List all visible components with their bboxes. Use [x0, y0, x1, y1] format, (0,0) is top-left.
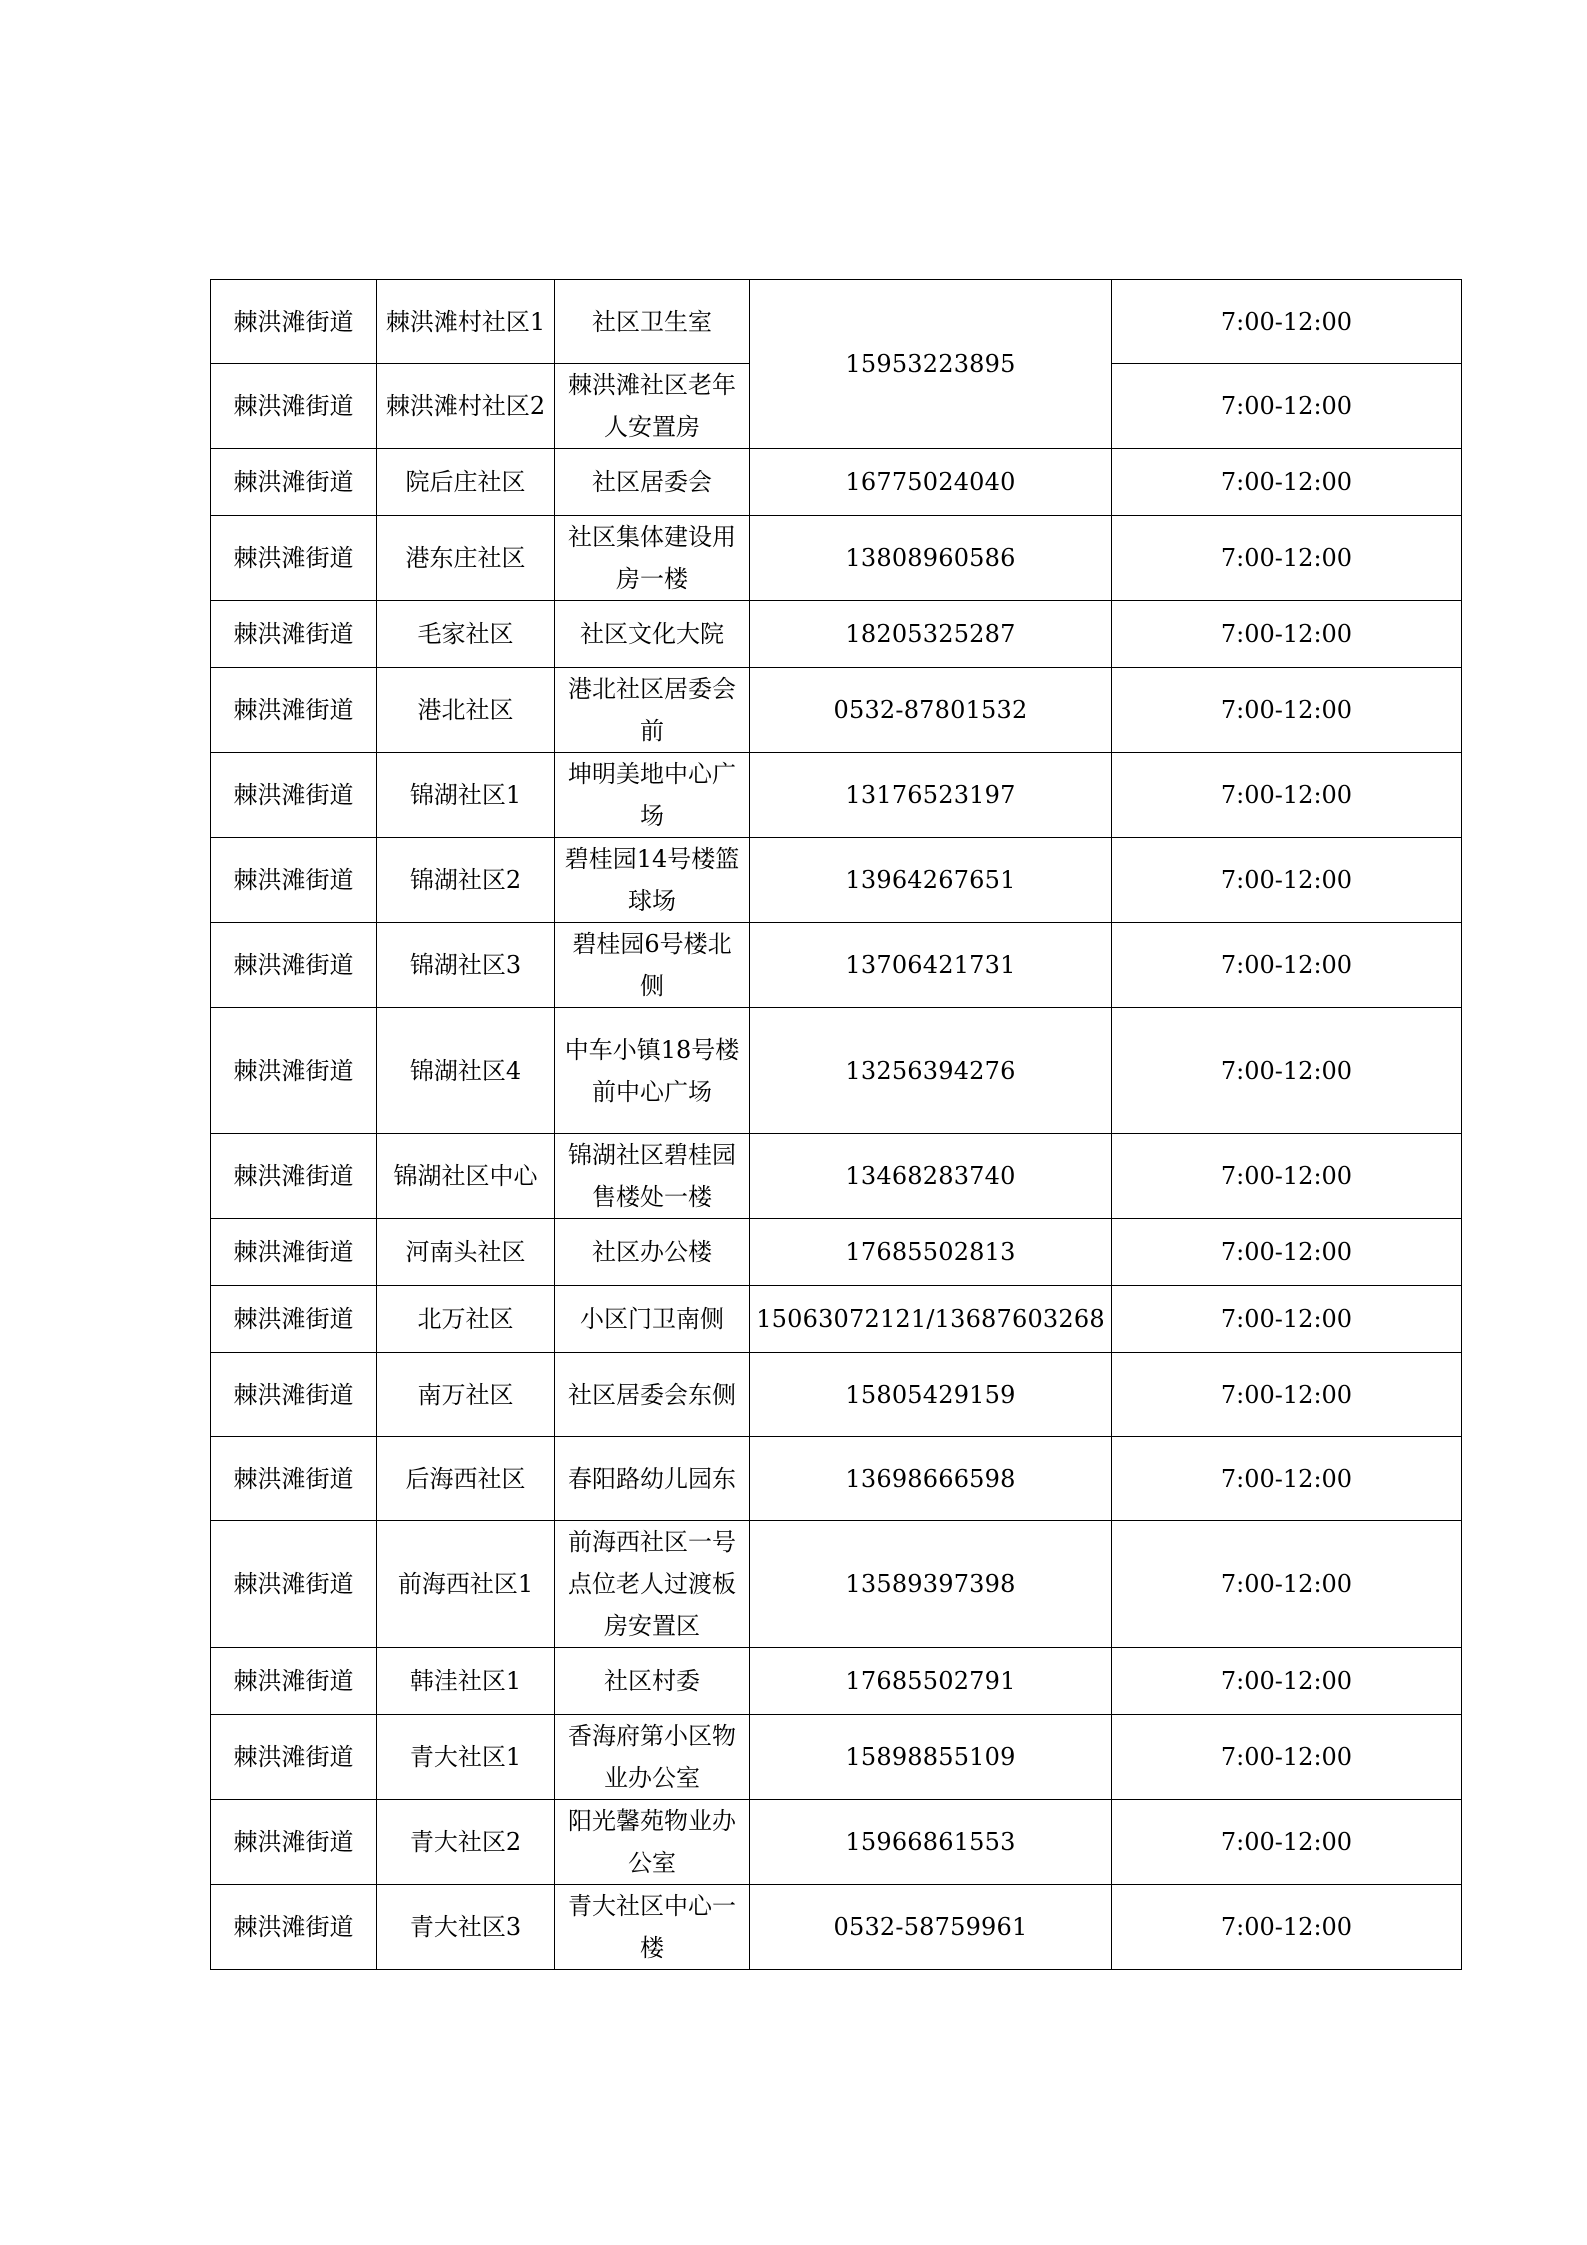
phone-cell: 13808960586	[750, 516, 1112, 601]
time-cell: 7:00-12:00	[1112, 364, 1462, 449]
street-cell: 棘洪滩街道	[211, 1885, 377, 1970]
time-cell: 7:00-12:00	[1112, 280, 1462, 364]
table-row	[211, 449, 1462, 516]
community-cell: 锦湖社区1	[377, 753, 555, 838]
street-cell: 棘洪滩街道	[211, 364, 377, 449]
location-cell: 青大社区中心一楼	[555, 1885, 750, 1970]
table-row	[211, 516, 1462, 601]
location-cell: 春阳路幼儿园东	[555, 1437, 750, 1521]
phone-cell: 13468283740	[750, 1134, 1112, 1219]
table-row	[211, 1648, 1462, 1715]
location-cell: 社区卫生室	[555, 280, 750, 364]
location-cell: 社区居委会	[555, 449, 750, 516]
community-cell: 锦湖社区2	[377, 838, 555, 923]
street-cell: 棘洪滩街道	[211, 838, 377, 923]
time-cell: 7:00-12:00	[1112, 449, 1462, 516]
street-cell: 棘洪滩街道	[211, 1800, 377, 1885]
table-row	[211, 1715, 1462, 1800]
table-row	[211, 1134, 1462, 1219]
time-cell: 7:00-12:00	[1112, 753, 1462, 838]
community-cell: 港北社区	[377, 668, 555, 753]
location-cell: 社区村委	[555, 1648, 750, 1715]
table-row	[211, 923, 1462, 1008]
sampling-site-table	[210, 279, 1462, 1970]
time-cell: 7:00-12:00	[1112, 1353, 1462, 1437]
location-cell: 锦湖社区碧桂园售楼处一楼	[555, 1134, 750, 1219]
table-row	[211, 1008, 1462, 1134]
time-cell: 7:00-12:00	[1112, 1219, 1462, 1286]
table-row	[211, 668, 1462, 753]
phone-cell: 13256394276	[750, 1008, 1112, 1134]
table-row	[211, 1800, 1462, 1885]
time-cell: 7:00-12:00	[1112, 1715, 1462, 1800]
street-cell: 棘洪滩街道	[211, 449, 377, 516]
community-cell: 后海西社区	[377, 1437, 555, 1521]
community-cell: 锦湖社区3	[377, 923, 555, 1008]
street-cell: 棘洪滩街道	[211, 1521, 377, 1648]
location-cell: 小区门卫南侧	[555, 1286, 750, 1353]
location-cell: 社区集体建设用房一楼	[555, 516, 750, 601]
community-cell: 院后庄社区	[377, 449, 555, 516]
time-cell: 7:00-12:00	[1112, 923, 1462, 1008]
community-cell: 南万社区	[377, 1353, 555, 1437]
community-cell: 港东庄社区	[377, 516, 555, 601]
location-cell: 中车小镇18号楼前中心广场	[555, 1008, 750, 1134]
community-cell: 青大社区1	[377, 1715, 555, 1800]
time-cell: 7:00-12:00	[1112, 601, 1462, 668]
phone-cell: 17685502813	[750, 1219, 1112, 1286]
community-cell: 棘洪滩村社区1	[377, 280, 555, 364]
table-row	[211, 1521, 1462, 1648]
street-cell: 棘洪滩街道	[211, 1008, 377, 1134]
phone-cell: 13698666598	[750, 1437, 1112, 1521]
street-cell: 棘洪滩街道	[211, 1219, 377, 1286]
community-cell: 青大社区2	[377, 1800, 555, 1885]
phone-cell: 13964267651	[750, 838, 1112, 923]
location-cell: 前海西社区一号点位老人过渡板房安置区	[555, 1521, 750, 1648]
phone-cell: 13706421731	[750, 923, 1112, 1008]
community-cell: 河南头社区	[377, 1219, 555, 1286]
street-cell: 棘洪滩街道	[211, 668, 377, 753]
phone-cell: 15805429159	[750, 1353, 1112, 1437]
phone-cell: 13176523197	[750, 753, 1112, 838]
time-cell: 7:00-12:00	[1112, 1134, 1462, 1219]
table-row	[211, 1286, 1462, 1353]
location-cell: 港北社区居委会前	[555, 668, 750, 753]
time-cell: 7:00-12:00	[1112, 1800, 1462, 1885]
street-cell: 棘洪滩街道	[211, 601, 377, 668]
table-row	[211, 601, 1462, 668]
time-cell: 7:00-12:00	[1112, 668, 1462, 753]
community-cell: 前海西社区1	[377, 1521, 555, 1648]
street-cell: 棘洪滩街道	[211, 1437, 377, 1521]
phone-cell: 15063072121/13687603268	[750, 1286, 1112, 1353]
time-cell: 7:00-12:00	[1112, 1521, 1462, 1648]
street-cell: 棘洪滩街道	[211, 1134, 377, 1219]
location-cell: 棘洪滩社区老年人安置房	[555, 364, 750, 449]
time-cell: 7:00-12:00	[1112, 1437, 1462, 1521]
phone-cell: 0532-58759961	[750, 1885, 1112, 1970]
location-cell: 社区办公楼	[555, 1219, 750, 1286]
time-cell: 7:00-12:00	[1112, 516, 1462, 601]
location-cell: 社区文化大院	[555, 601, 750, 668]
street-cell: 棘洪滩街道	[211, 1353, 377, 1437]
community-cell: 北万社区	[377, 1286, 555, 1353]
location-cell: 碧桂园14号楼篮球场	[555, 838, 750, 923]
phone-cell: 15966861553	[750, 1800, 1112, 1885]
street-cell: 棘洪滩街道	[211, 1648, 377, 1715]
community-cell: 锦湖社区4	[377, 1008, 555, 1134]
table-row	[211, 838, 1462, 923]
street-cell: 棘洪滩街道	[211, 923, 377, 1008]
table-row	[211, 1885, 1462, 1970]
community-cell: 棘洪滩村社区2	[377, 364, 555, 449]
location-cell: 社区居委会东侧	[555, 1353, 750, 1437]
location-cell: 碧桂园6号楼北侧	[555, 923, 750, 1008]
table-row	[211, 753, 1462, 838]
community-cell: 韩洼社区1	[377, 1648, 555, 1715]
table-row	[211, 280, 1462, 364]
phone-cell: 18205325287	[750, 601, 1112, 668]
time-cell: 7:00-12:00	[1112, 1286, 1462, 1353]
phone-cell: 16775024040	[750, 449, 1112, 516]
community-cell: 毛家社区	[377, 601, 555, 668]
table-row	[211, 1219, 1462, 1286]
table-row	[211, 1437, 1462, 1521]
location-cell: 坤明美地中心广场	[555, 753, 750, 838]
street-cell: 棘洪滩街道	[211, 280, 377, 364]
phone-cell: 15898855109	[750, 1715, 1112, 1800]
phone-cell: 15953223895	[750, 280, 1112, 449]
community-cell: 锦湖社区中心	[377, 1134, 555, 1219]
time-cell: 7:00-12:00	[1112, 1008, 1462, 1134]
phone-cell: 0532-87801532	[750, 668, 1112, 753]
street-cell: 棘洪滩街道	[211, 1286, 377, 1353]
time-cell: 7:00-12:00	[1112, 1885, 1462, 1970]
table-row	[211, 1353, 1462, 1437]
location-cell: 阳光馨苑物业办公室	[555, 1800, 750, 1885]
street-cell: 棘洪滩街道	[211, 753, 377, 838]
community-cell: 青大社区3	[377, 1885, 555, 1970]
time-cell: 7:00-12:00	[1112, 838, 1462, 923]
street-cell: 棘洪滩街道	[211, 516, 377, 601]
phone-cell: 13589397398	[750, 1521, 1112, 1648]
street-cell: 棘洪滩街道	[211, 1715, 377, 1800]
phone-cell: 17685502791	[750, 1648, 1112, 1715]
location-cell: 香海府第小区物业办公室	[555, 1715, 750, 1800]
time-cell: 7:00-12:00	[1112, 1648, 1462, 1715]
